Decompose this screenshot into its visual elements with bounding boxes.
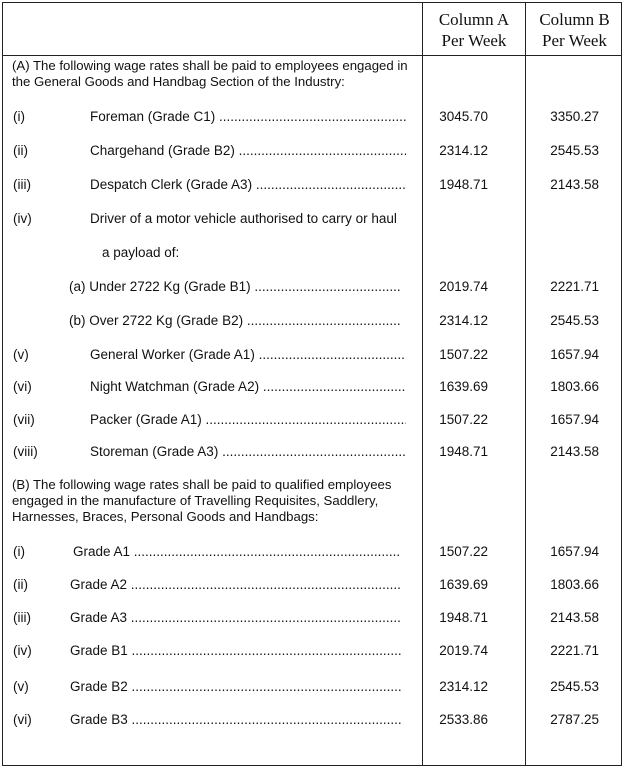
section-b-heading: (B) The following wage rates shall be paid to qualified employees engaged in the manufacture of Travelling Requisites, Saddlery, Harnesses, Braces, Personal Goods and Handbags: xyxy=(12,477,392,524)
column-divider-a xyxy=(422,3,423,765)
column-a-header: Column A Per Week xyxy=(438,10,510,50)
column-b-header: Column B Per Week xyxy=(539,10,610,50)
section-a-heading: (A) The following wage rates shall be paid to employees engaged in the General Goods and Handbag Section of the Industry: xyxy=(12,58,408,89)
column-divider-b xyxy=(525,3,526,765)
header-divider xyxy=(3,55,621,56)
wage-rates-table: Column A Per Week Column B Per Week (A) The following wage rates shall be paid to employees engaged in the General Goods and Handbag Section of the Industry: (i) Foreman (Grade C1) ..... 3045.70 3350.27 (ii) Chargehand (Grade B2) ..... 2314.12 2545.53 (iii) Despatch Clerk (Grade A3) ..... 1948.71 2143.58 (iv) Driver of a motor vehicle authorised to carry or haul a payload of: (a) Under 2722 Kg (Grade B1) ..... 2019.74 2221.71 (b) Over 2722 Kg (Grade B2) ..... 2314.12 2545.53 (v) General Worker (Grade A1) ..... 1507.22 1657.94 (vi) Night Watchman (Grade A2) ..... 1639.69 1803.66 (vii) Packer (Grade A1) ..... 1507.22 1657.94 (viii) Storeman (Grade A3) ..... 1948.71 2143.58 (B) The following wage rates shall be paid to qualified employees engaged in the manufacture of Travelling Requisites, Saddlery, Harnesses, Braces, Personal Goods and Handbags: (i) Grade A1 ..... 1507.22 1657.94 (ii) Grade A2 ..... 1639.69 1803.66 (iii) Grade A3 ..... 1948.71 2143.58 (iv) Grade B1 ..... 2019.74 2221.71 (v) Grade B2 ..... 2314.12 2545.53 (vi) Grade B3 ..... 2533.86 2787.25 xyxy=(2,2,622,766)
